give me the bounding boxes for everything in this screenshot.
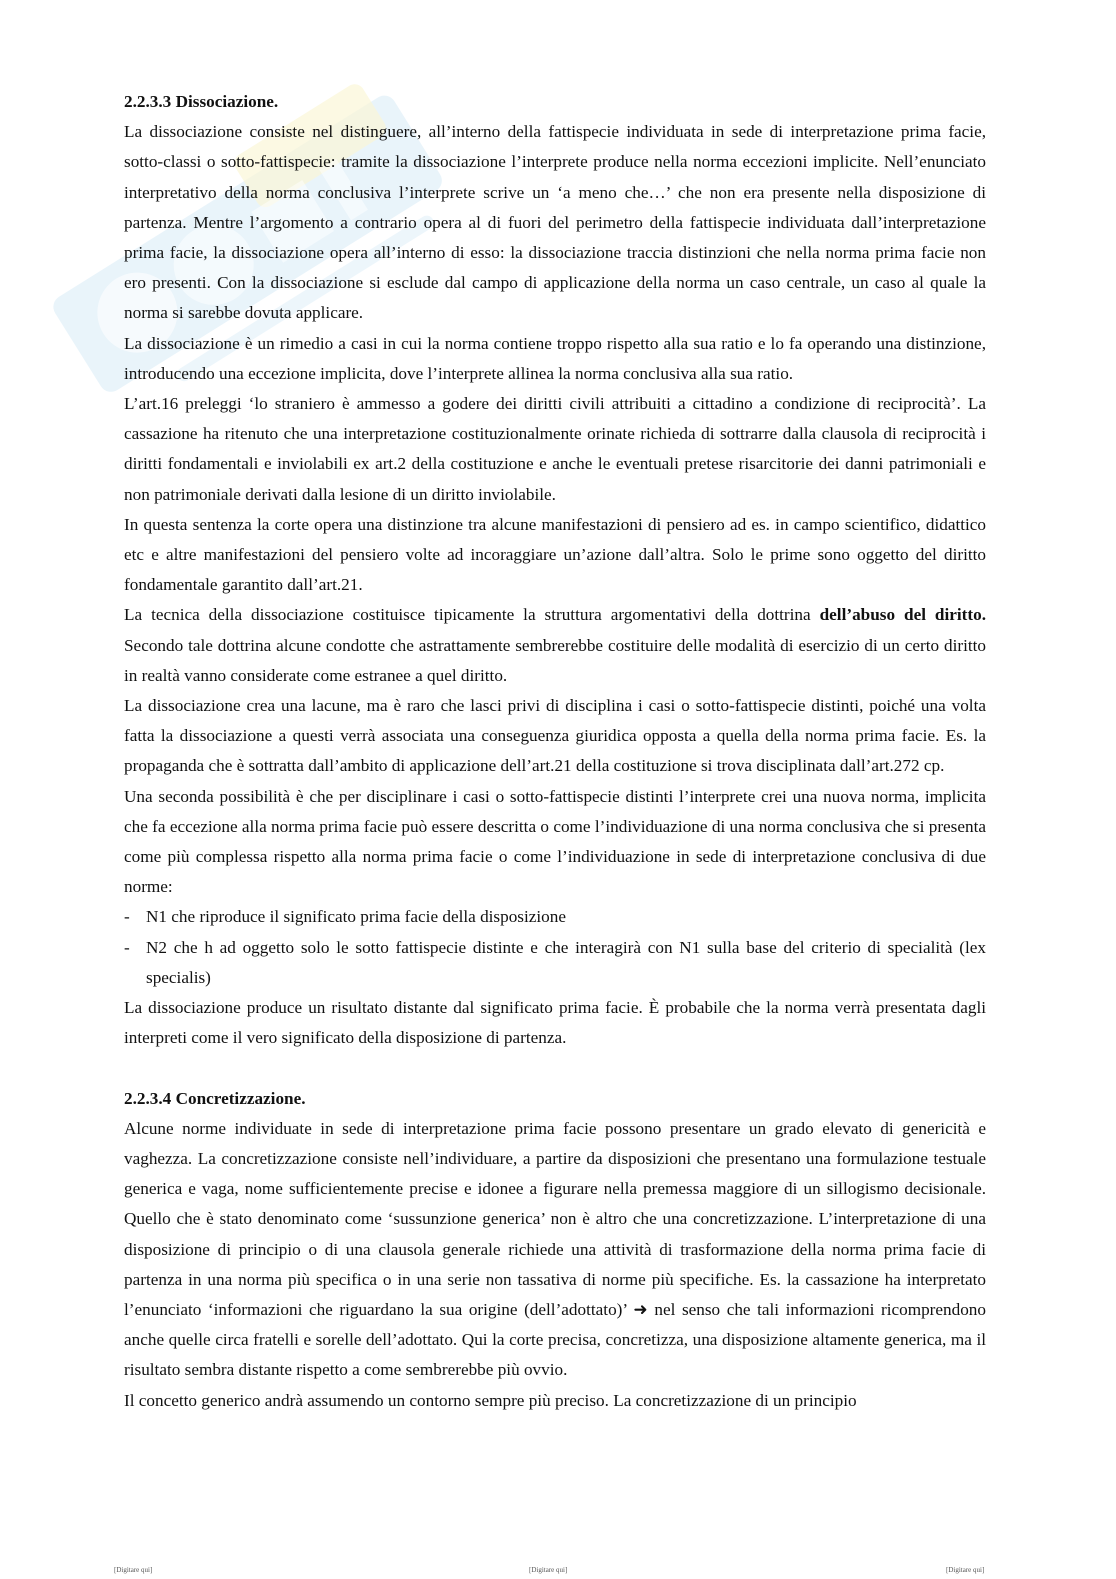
- paragraph: La dissociazione consiste nel distinguere, all’interno della fattispecie individuata in sede di interpretazione prima facie, sotto-classi o sotto-fattispecie: tramite la dissociazione l’interprete produce nella norma eccezioni implicite. Nell’enunciato interpretativo della norma conclusiva l’interprete scrive un ‘a meno che…’ che non era presente nella disposizione di partenza. Mentre l’argomento a contrario opera al di fuori del perimetro della fattispecie individuata dall’interpretazione prima facie, la dissociazione opera all’interno di esso: la dissociazione traccia distinzioni che nella norma prima facie non ero presenti. Con la dissociazione si esclude dal campo di applicazione della norma un caso centrale, un caso al quale la norma si sarebbe dovuta applicare.: [124, 122, 986, 323]
- page-footer: [0, 1566, 1116, 1578]
- paragraph: La dissociazione è un rimedio a casi in cui la norma contiene troppo rispetto alla sua ratio e lo fa operando una distinzione, introducendo una eccezione implicita, dove l’interprete allinea la norma conclusiva alla sua ratio.: [124, 333, 986, 383]
- footer-center-placeholder[interactable]: [Digitare qui]: [529, 1566, 568, 1574]
- arrow-icon: ➜: [633, 1299, 648, 1319]
- paragraph-abuso-del-diritto: [124, 600, 986, 691]
- text-run: La tecnica della dissociazione costituisce tipicamente la struttura argomentativi della dottrina: [124, 605, 820, 625]
- paragraph: La dissociazione produce un risultato distante dal significato prima facie. È probabile che la norma verrà presentata dagli interpreti come il vero significato della disposizione di partenza.: [124, 998, 986, 1048]
- bullet-marker: -: [124, 907, 130, 927]
- list-item-text: N2 che h ad oggetto solo le sotto fattispecie distinte e che interagirà con N1 sulla base del criterio di specialità (lex specialis): [146, 937, 986, 987]
- paragraph: In questa sentenza la corte opera una distinzione tra alcune manifestazioni di pensiero ad es. in campo scientifico, didattico etc e altre manifestazioni del pensiero volte ad incoraggiare un’azione dall’altra. Solo le prime sono oggetto del diritto fondamentale garantito dall’art.21.: [124, 514, 986, 595]
- text-run: Secondo tale dottrina alcune condotte che astrattamente sembrerebbe costituire delle modalità di esercizio di un certo diritto in realtà vanno considerate come estranee a quel diritto.: [124, 635, 986, 685]
- section-heading-concretizzazione: 2.2.3.4 Concretizzazione.: [124, 1088, 306, 1108]
- text-run: nel senso che tali informazioni ricomprendono anche quelle circa fratelli e sorelle dell’adottato. Qui la corte precisa, concretizza, una disposizione altamente generica, ma il risultato sembra distante rispetto a come sembrerebbe più ovvio.: [124, 1299, 986, 1380]
- bold-term: dell’abuso del diritto.: [819, 605, 986, 625]
- paragraph: Una seconda possibilità è che per disciplinare i casi o sotto-fattispecie distinti l’interprete crei una nuova norma, implicita che fa eccezione alla norma prima facie può essere descritta o come l’individuazione di una norma conclusiva che si presenta come più complessa rispetto alla norma prima facie o come l’individuazione in sede di interpretazione conclusiva di due norme:: [124, 786, 986, 897]
- paragraph: L’art.16 preleggi ‘lo straniero è ammesso a godere dei diritti civili attribuiti a cittadino a condizione di reciprocità’. La cassazione ha ritenuto che una interpretazione costituzionalmente orinate richieda di sottrarre dalla clausola di reciprocità i diritti fondamentali e inviolabili ex art.2 della costituzione e anche le eventuali pretese risarcitorie dei danni patrimoniali e non patrimoniale derivati dalla lesione di un diritto inviolabile.: [124, 394, 986, 504]
- section-heading-dissociazione: 2.2.3.3 Dissociazione.: [124, 92, 279, 111]
- document-body: [124, 87, 986, 1416]
- paragraph: La dissociazione crea una lacune, ma è raro che lasci privi di disciplina i casi o sotto-fattispecie distinti, poiché una volta fatta la dissociazione a questi verrà associata una conseguenza giuridica opposta a quella della norma prima facie. Es. la propaganda che è sottratta dall’ambito di applicazione dell’art.21 della costituzione si trova disciplinata dall’art.272 cp.: [124, 696, 986, 776]
- paragraph: [124, 1114, 986, 1386]
- norm-list: [124, 902, 986, 993]
- spacer: [124, 1054, 986, 1084]
- list-item: [124, 902, 986, 932]
- paragraph: Il concetto generico andrà assumendo un contorno sempre più preciso. La concretizzazione di un principio: [124, 1390, 857, 1410]
- list-item: [124, 933, 986, 993]
- footer-left-placeholder[interactable]: [Digitare qui]: [114, 1566, 153, 1574]
- bullet-marker: -: [124, 937, 130, 957]
- list-item-text: N1 che riproduce il significato prima facie della disposizione: [146, 907, 566, 927]
- footer-right-placeholder[interactable]: [Digitare qui]: [946, 1566, 985, 1574]
- text-run: Alcune norme individuate in sede di interpretazione prima facie possono presentare un grado elevato di genericità e vaghezza. La concretizzazione consiste nell’individuare, a partire da disposizioni che presentano una formulazione testuale generica e vaga, nome sufficientemente precise e idonee a figurare nella premessa maggiore di un sillogismo decisionale. Quello che è stato denominato come ‘sussunzione generica’ non è altro che una concretizzazione. L’interpretazione di una disposizione di principio o di una clausola generale richiede una attività di trasformazione della norma prima facie di partenza in una norma più specifica o in una serie non tassativa di norme più specifiche. Es. la cassazione ha interpretato l’enunciato ‘informazioni che riguardano la sua origine (dell’adottato)’: [124, 1118, 986, 1319]
